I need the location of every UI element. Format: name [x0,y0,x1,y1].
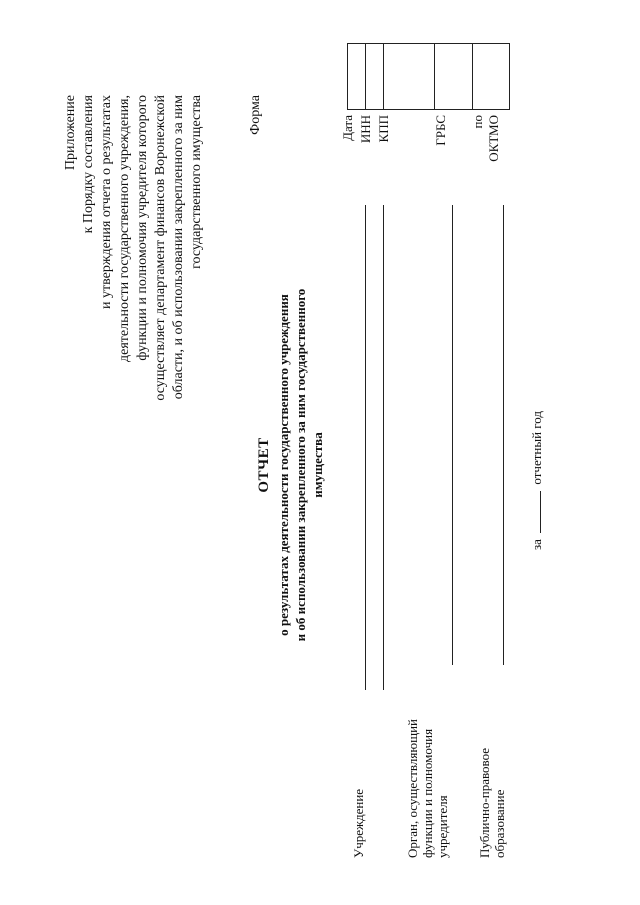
oktmo-box[interactable] [473,44,510,110]
period-suffix: отчетный год [529,410,544,485]
field-label-line: учредителя [435,795,450,858]
appendix-line: осуществляет департамент финансов Воронежской [153,95,168,401]
municipality-line[interactable] [503,205,504,665]
code-label-oktmo: ОКТМО [486,115,501,162]
field-label-line: функции и полномочия [420,728,435,858]
appendix-line: деятельности государственного учреждения, [117,95,132,363]
field-label-line: Орган, осуществляющий [405,719,420,858]
appendix-line: области, и об использовании закрепленного за ним [171,95,186,400]
code-label-grbs: ГРБС [433,115,448,146]
form-label: Форма [248,95,263,135]
field-label-municipality [477,748,507,858]
field-label-line: Публично-правовое [477,747,492,858]
report-subtitle-line: о результатах деятельности государственного учреждения [276,294,291,636]
reporting-period [529,411,545,550]
grbs-box[interactable] [435,44,473,110]
report-subtitle-line: и об использовании закрепленного за ним государственного [293,288,308,642]
appendix-line: государственного имущества [189,95,204,269]
code-label-date: Дата [340,115,355,141]
appendix-line: функции и полномочия учредителя которого [135,95,150,361]
institution-line-2[interactable] [383,205,384,690]
code-label-po: по [470,115,485,129]
appendix-block [62,95,206,401]
field-label-institution: Учреждение [351,788,366,858]
institution-line[interactable] [365,205,366,690]
field-label-founder [405,719,450,858]
date-box[interactable] [348,44,366,110]
appendix-line: к Порядку составления [81,95,96,234]
field-label-line: образование [492,789,507,858]
founder-line[interactable] [452,205,453,665]
code-label-inn: ИНН [358,115,373,144]
period-year-blank[interactable] [529,491,541,533]
period-prefix: за [529,539,544,550]
appendix-line: и утверждения отчета о результатах [99,95,114,309]
report-title: ОТЧЕТ [256,437,272,493]
code-label-kpp: КПП [376,115,391,143]
inn-box[interactable] [366,44,384,110]
appendix-line: Приложение [63,95,78,171]
code-boxes [347,43,510,110]
kpp-box[interactable] [384,44,435,110]
report-subtitle-line: имущества [310,432,325,498]
